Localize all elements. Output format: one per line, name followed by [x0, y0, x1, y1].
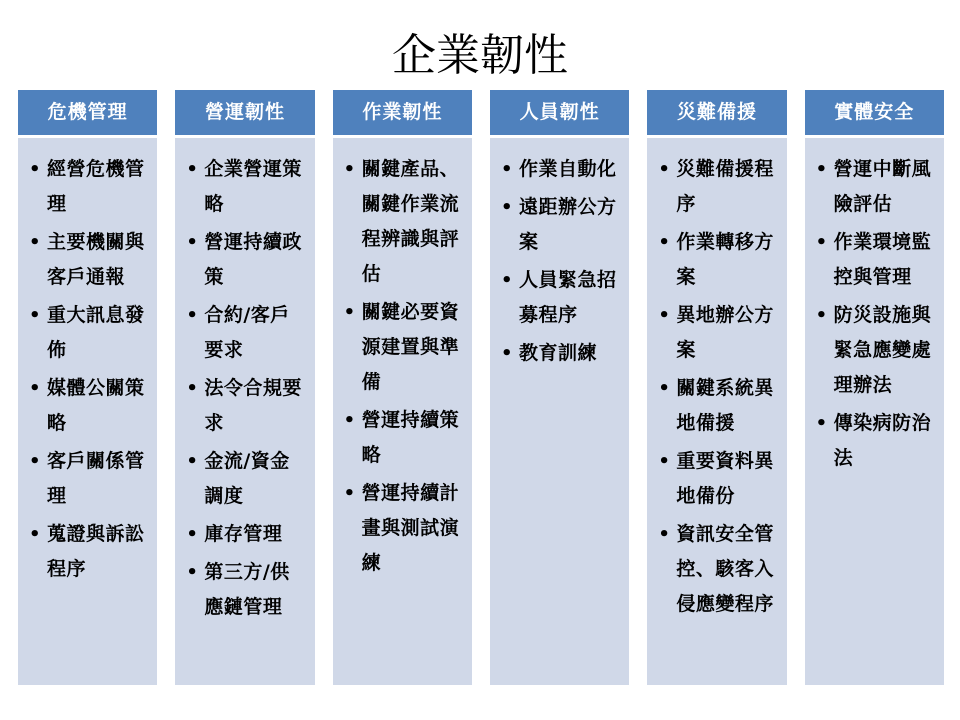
- bullet-item: • 營運持續策略: [343, 403, 466, 473]
- bullet-item: • 客戶關係管理: [28, 444, 151, 514]
- bullet-list: [500, 152, 623, 371]
- bullet-item: • 媒體公關策略: [28, 371, 151, 441]
- bullet-item: • 資訊安全管控、駭客入侵應變程序: [657, 517, 780, 622]
- bullet-item: • 災難備援程序: [657, 152, 780, 222]
- bullet-item: • 法令合規要求: [185, 371, 308, 441]
- column-body: [333, 138, 472, 685]
- column-personnel-resilience: [490, 90, 629, 685]
- column-header: 實體安全: [805, 90, 944, 135]
- bullet-item: • 庫存管理: [185, 517, 308, 552]
- bullet-item: • 第三方/供應鏈管理: [185, 555, 308, 625]
- bullet-item: • 關鍵必要資源建置與準備: [343, 295, 466, 400]
- bullet-item: • 傳染病防治法: [815, 406, 938, 476]
- bullet-item: • 作業轉移方案: [657, 225, 780, 295]
- column-operational-resilience: [175, 90, 314, 685]
- bullet-list: [815, 152, 938, 476]
- bullet-item: • 金流/資金調度: [185, 444, 308, 514]
- bullet-item: • 蒐證與訴訟程序: [28, 517, 151, 587]
- resilience-columns: [18, 90, 944, 685]
- column-crisis-management: [18, 90, 157, 685]
- bullet-list: [343, 152, 466, 581]
- bullet-item: • 企業營運策略: [185, 152, 308, 222]
- bullet-item: • 營運持續計畫與測試演練: [343, 476, 466, 581]
- column-body: [18, 138, 157, 685]
- slide-title: 企業韌性: [392, 30, 568, 81]
- bullet-item: • 遠距辦公方案: [500, 190, 623, 260]
- column-header: 人員韌性: [490, 90, 629, 135]
- bullet-item: • 主要機關與客戶通報: [28, 225, 151, 295]
- bullet-item: • 作業自動化: [500, 152, 623, 187]
- column-body: [647, 138, 786, 685]
- column-disaster-recovery: [647, 90, 786, 685]
- bullet-list: [657, 152, 780, 622]
- bullet-item: • 人員緊急招募程序: [500, 263, 623, 333]
- bullet-item: • 異地辦公方案: [657, 298, 780, 368]
- column-header: 危機管理: [18, 90, 157, 135]
- bullet-item: • 營運中斷風險評估: [815, 152, 938, 222]
- bullet-item: • 合約/客戶要求: [185, 298, 308, 368]
- bullet-item: • 作業環境監控與管理: [815, 225, 938, 295]
- bullet-list: [28, 152, 151, 587]
- bullet-list: [185, 152, 308, 625]
- column-header: 作業韌性: [333, 90, 472, 135]
- bullet-item: • 關鍵產品、關鍵作業流程辨識與評估: [343, 152, 466, 292]
- bullet-item: • 關鍵系統異地備援: [657, 371, 780, 441]
- bullet-item: • 防災設施與緊急應變處理辦法: [815, 298, 938, 403]
- bullet-item: • 重要資料異地備份: [657, 444, 780, 514]
- column-physical-security: [805, 90, 944, 685]
- column-work-resilience: [333, 90, 472, 685]
- column-header: 災難備援: [647, 90, 786, 135]
- column-body: [805, 138, 944, 685]
- bullet-item: • 經營危機管理: [28, 152, 151, 222]
- column-body: [175, 138, 314, 685]
- bullet-item: • 教育訓練: [500, 336, 623, 371]
- bullet-item: • 營運持續政策: [185, 225, 308, 295]
- column-header: 營運韌性: [175, 90, 314, 135]
- column-body: [490, 138, 629, 685]
- bullet-item: • 重大訊息發佈: [28, 298, 151, 368]
